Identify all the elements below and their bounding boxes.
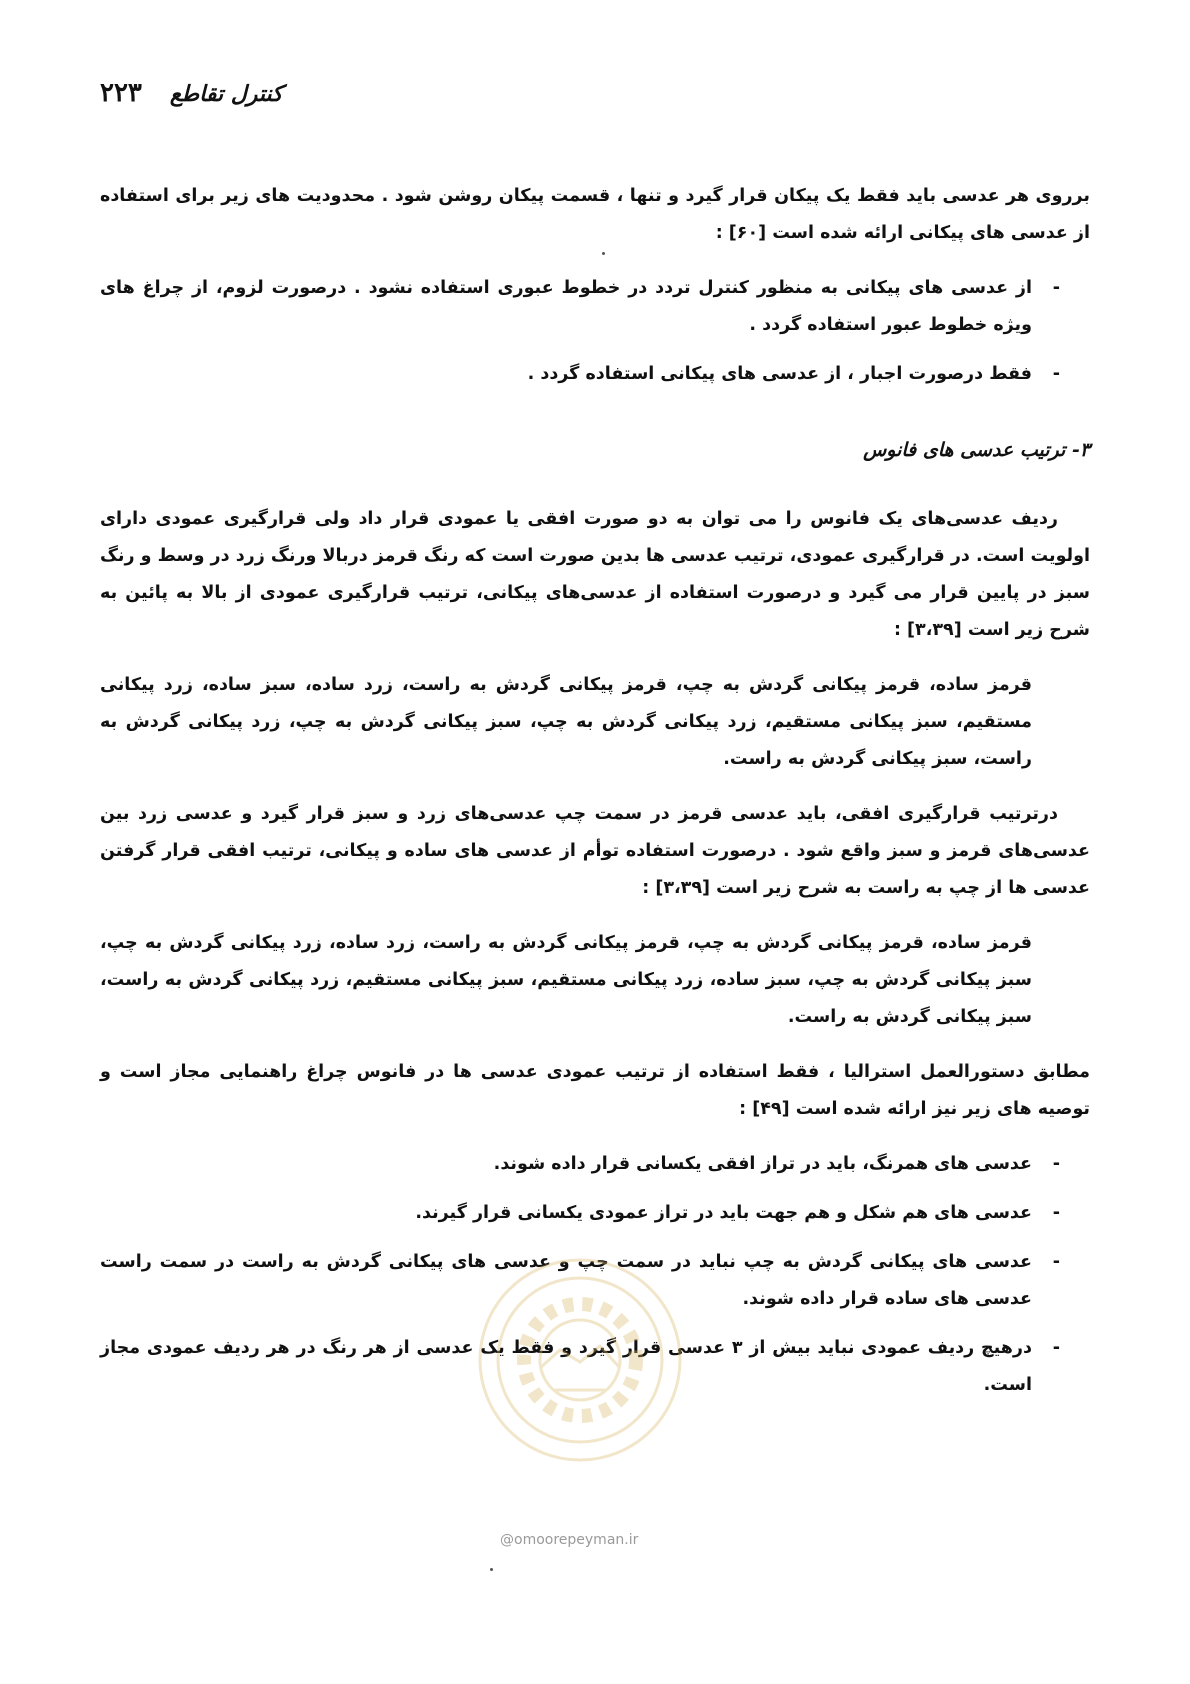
list-item-text: درهیچ ردیف عمودی نباید بیش از ۳ عدسی قرار گیرد و فقط یک عدسی از هر رنگ در هر ردیف عمودی مجاز است.	[100, 1338, 1032, 1395]
list-item-text: عدسی های هم شکل و هم جهت باید در تراز عمودی یکسانی قرار گیرند.	[415, 1203, 1032, 1223]
scan-speck	[602, 252, 605, 255]
recommendations-list	[100, 1146, 1090, 1404]
australia-guideline-paragraph: مطابق دستورالعمل استرالیا ، فقط استفاده از ترتیب عمودی عدسی ها در فانوس چراغ راهنمایی مجاز است و توصیه های زیر نیز ارائه شده است [۴۹] :	[100, 1062, 1090, 1119]
list-item	[100, 270, 1090, 344]
dash-bullet: -	[1052, 1154, 1060, 1174]
page-number: ۲۲۳	[100, 78, 142, 108]
vertical-order-block: قرمز ساده، قرمز پیکانی گردش به چپ، قرمز پیکانی گردش به راست، زرد ساده، سبز ساده، زرد پیکانی مستقیم، سبز پیکانی مستقیم، زرد پیکانی گردش به چپ، سبز پیکانی گردش به چپ، زرد پیکانی گردش به راست، سبز پیکانی گردش به راست.	[100, 675, 1032, 769]
horizontal-order-block: قرمز ساده، قرمز پیکانی گردش به چپ، قرمز پیکانی گردش به راست، زرد ساده، زرد پیکانی گردش به چپ، سبز پیکانی گردش به چپ، سبز ساده، زرد پیکانی مستقیم، سبز پیکانی مستقیم، زرد پیکانی گردش به راست، سبز پیکانی گردش به راست.	[100, 933, 1032, 1027]
dash-bullet: -	[1052, 1338, 1060, 1358]
list-item	[100, 1146, 1090, 1183]
list-item-text: فقط درصورت اجبار ، از عدسی های پیکانی استفاده گردد .	[527, 364, 1032, 384]
list-item	[100, 1244, 1090, 1318]
dash-bullet: -	[1052, 278, 1060, 298]
dash-bullet: -	[1052, 1203, 1060, 1223]
vertical-arrangement-paragraph: ردیف عدسی‌های یک فانوس را می توان به دو صورت افقی یا عمودی قرار داد ولی قرارگیری عمودی دارای اولویت است. در قرارگیری عمودی، ترتیب عدسی ها بدین صورت است که رنگ قرمز دربالا ورنگ زرد در وسط و رنگ سبز در پایین قرار می گیرد و درصورت استفاده از عدسی‌های پیکانی، ترتیب قرارگیری عمودی از بالا به پائین به شرح زیر است [۳،۳۹] :	[100, 509, 1090, 640]
chapter-title: کنترل تقاطع	[169, 81, 283, 107]
dash-bullet: -	[1052, 364, 1060, 384]
scan-speck	[490, 1568, 493, 1571]
horizontal-arrangement-paragraph: درترتیب قرارگیری افقی، باید عدسی قرمز در سمت چپ عدسی‌های زرد و سبز قرار گیرد و عدسی زرد بین عدسی‌های قرمز و سبز واقع شود . درصورت استفاده توأم از عدسی های ساده و پیکانی، ترتیب افقی قرار گرفتن عدسی ها از چپ به راست به شرح زیر است [۳،۳۹] :	[100, 804, 1090, 898]
restrictions-list	[100, 270, 1090, 393]
list-item	[100, 1330, 1090, 1404]
list-item	[100, 1195, 1090, 1232]
section-heading: ۳- ترتیب عدسی های فانوس	[863, 439, 1090, 461]
list-item-text: عدسی های همرنگ، باید در تراز افقی یکسانی قرار داده شوند.	[493, 1154, 1032, 1174]
intro-paragraph: برروی هر عدسی باید فقط یک پیکان قرار گیرد و تنها ، قسمت پیکان روشن شود . محدودیت های زیر برای استفاده از عدسی های پیکانی ارائه شده است [۶۰] :	[100, 186, 1090, 243]
watermark-url: @omoorepeyman.ir	[500, 1532, 639, 1548]
list-item	[100, 356, 1090, 393]
page-header	[100, 78, 283, 108]
list-item-text: از عدسی های پیکانی به منظور کنترل تردد در خطوط عبوری استفاده نشود . درصورت لزوم، از چراغ های ویژه خطوط عبور استفاده گردد .	[100, 278, 1032, 335]
page-body	[100, 178, 1090, 1422]
dash-bullet: -	[1052, 1252, 1060, 1272]
list-item-text: عدسی های پیکانی گردش به چپ نباید در سمت چپ و عدسی های پیکانی گردش به راست در سمت راست عدسی های ساده قرار داده شوند.	[100, 1252, 1032, 1309]
